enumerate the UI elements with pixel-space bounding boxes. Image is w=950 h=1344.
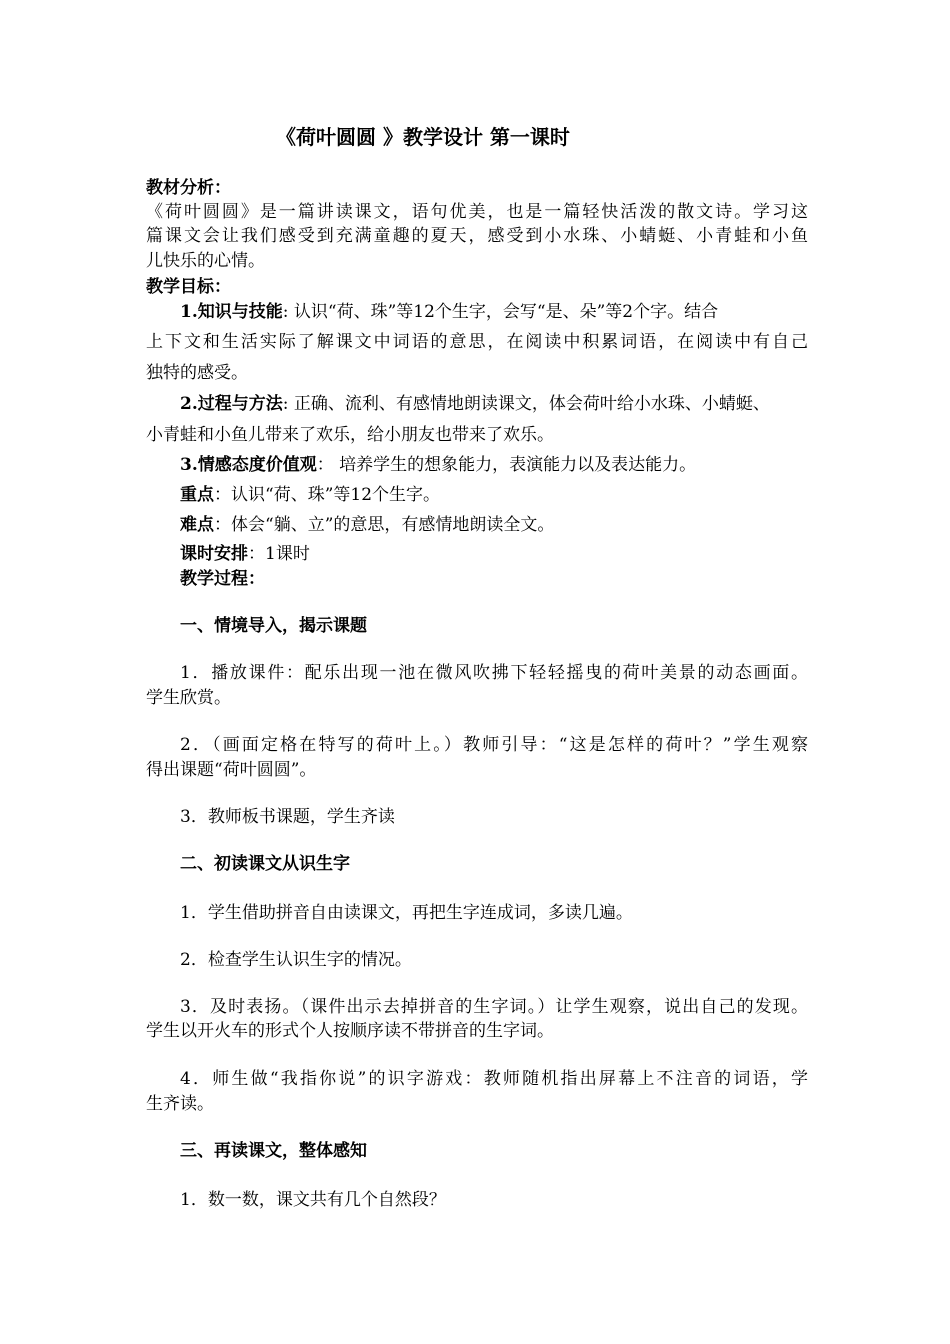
- goal-process-line: 小青蛙和小鱼儿带来了欢乐，给小朋友也带来了欢乐。: [146, 425, 554, 445]
- goal-process: [180, 393, 770, 415]
- section-item-line: 学生欣赏。: [146, 688, 231, 708]
- goal-emotion-label: 3.情感态度价值观: [180, 455, 317, 475]
- section-item: 3．教师板书课题，学生齐读: [180, 807, 395, 827]
- section-item: 1．播放课件：配乐出现一池在微风吹拂下轻轻摇曳的荷叶美景的动态画面。: [180, 663, 808, 683]
- goal-knowledge-line: 独特的感受。: [146, 363, 248, 383]
- section-item: 1．数一数，课文共有几个自然段？: [180, 1190, 446, 1210]
- section-item: 1．学生借助拼音自由读课文，再把生字连成词，多读几遍。: [180, 903, 633, 923]
- section-item-line: 学生以开火车的形式个人按顺序读不带拼音的生字词。: [146, 1021, 554, 1041]
- difficult-point-text: ：体会“躺、立”的意思，有感情地朗读全文。: [214, 515, 555, 535]
- goal-emotion-text: ： 培养学生的想象能力，表演能力以及表达能力。: [316, 455, 697, 475]
- section-heading: 二、初读课文从识生字: [180, 854, 350, 874]
- key-point-text: ：认识“荷、珠”等12个生字。: [214, 485, 441, 505]
- analysis-heading: 教材分析：: [146, 178, 231, 198]
- section-heading: 三、再读课文，整体感知: [180, 1141, 367, 1161]
- section-item: 2．（画面定格在特写的荷叶上。）教师引导：“这是怎样的荷叶？”学生观察: [180, 735, 808, 755]
- class-schedule-text: ：1课时: [248, 544, 310, 564]
- goals-heading: 教学目标：: [146, 277, 231, 297]
- goal-knowledge-line: 上下文和生活实际了解课文中词语的意思，在阅读中积累词语，在阅读中有自己: [146, 332, 808, 352]
- class-schedule-label: 课时安排: [180, 544, 248, 564]
- class-schedule: [180, 543, 310, 565]
- goal-knowledge: [180, 301, 718, 323]
- section-item: 2．检查学生认识生字的情况。: [180, 950, 412, 970]
- key-point-label: 重点: [180, 485, 214, 505]
- analysis-line: 《荷叶圆圆》是一篇讲读课文，语句优美，也是一篇轻快活泼的散文诗。学习这: [146, 202, 808, 222]
- document-title: 《荷叶圆圆 》教学设计 第一课时: [276, 125, 570, 149]
- goal-process-text: : 正确、流利、有感情地朗读课文，体会荷叶给小水珠、小蜻蜓、: [282, 394, 770, 414]
- difficult-point: [180, 514, 554, 536]
- section-item-line: 生齐读。: [146, 1094, 214, 1114]
- key-point: [180, 484, 440, 506]
- process-heading: 教学过程：: [180, 569, 265, 589]
- goal-knowledge-label: 1.知识与技能: [180, 302, 283, 322]
- goal-knowledge-text: : 认识“荷、珠”等12个生字，会写“是、朵”等2个字。结合: [282, 302, 719, 322]
- goal-emotion: [180, 454, 696, 476]
- analysis-line: 儿快乐的心情。: [146, 251, 265, 271]
- goal-process-label: 2.过程与方法: [180, 394, 283, 414]
- section-heading: 一、情境导入，揭示课题: [180, 616, 367, 636]
- section-item: 3．及时表扬。（课件出示去掉拼音的生字词。）让学生观察，说出自己的发现。: [180, 997, 808, 1017]
- analysis-line: 篇课文会让我们感受到充满童趣的夏天，感受到小水珠、小蜻蜓、小青蛙和小鱼: [146, 226, 808, 246]
- section-item-line: 得出课题“荷叶圆圆”。: [146, 760, 317, 780]
- section-item: 4．师生做“我指你说”的识字游戏：教师随机指出屏幕上不注音的词语，学: [180, 1069, 808, 1089]
- difficult-point-label: 难点: [180, 515, 214, 535]
